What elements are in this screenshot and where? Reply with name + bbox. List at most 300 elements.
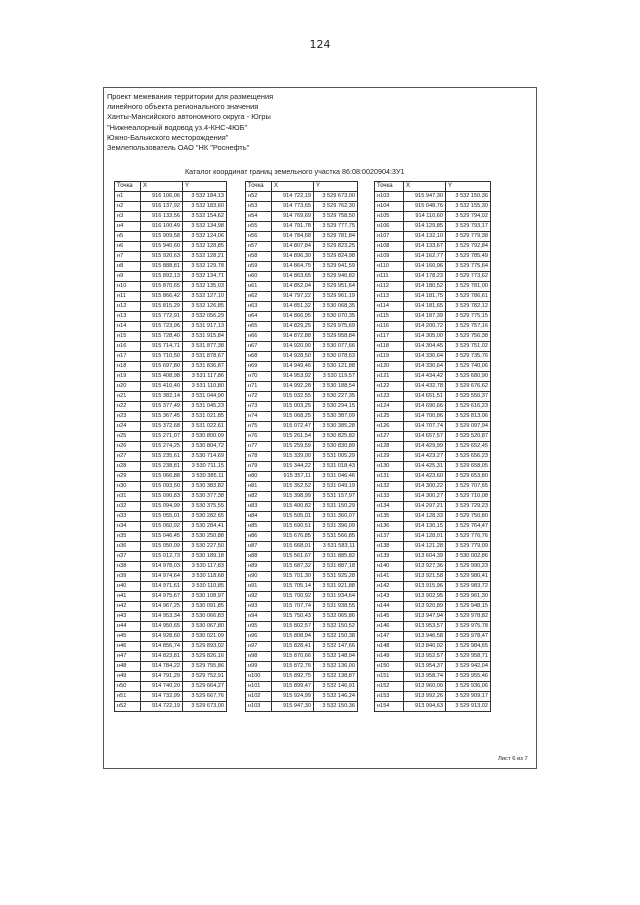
y-coordinate-cell: 3 529 978,82: [446, 612, 491, 622]
point-id-cell: н30: [115, 482, 141, 492]
x-coordinate-cell: 914 162,77: [404, 252, 446, 262]
y-coordinate-cell: 3 531 915,84: [183, 332, 227, 342]
y-coordinate-cell: 3 529 652,45: [446, 442, 491, 452]
point-id-cell: н101: [246, 682, 272, 692]
x-coordinate-cell: 914 300,27: [404, 492, 446, 502]
point-id-cell: н103: [375, 192, 404, 202]
point-id-cell: н92: [246, 592, 272, 602]
x-coordinate-cell: 914 200,72: [404, 322, 446, 332]
point-id-cell: н70: [246, 372, 272, 382]
point-id-cell: н145: [375, 612, 404, 622]
x-coordinate-cell: 913 902,95: [404, 592, 446, 602]
page-number: 124: [309, 38, 331, 51]
y-coordinate-cell: 3 531 049,19: [314, 482, 358, 492]
table-row: [115, 462, 227, 472]
point-id-cell: н82: [246, 492, 272, 502]
y-coordinate-cell: 3 531 877,38: [183, 342, 227, 352]
x-coordinate-cell: 914 429,99: [404, 442, 446, 452]
table-row: [375, 482, 491, 492]
y-coordinate-cell: 3 530 250,88: [183, 532, 227, 542]
y-coordinate-cell: 3 532 150,36: [314, 702, 358, 712]
point-id-cell: н137: [375, 532, 404, 542]
point-id-cell: н108: [375, 242, 404, 252]
table-row: [375, 242, 491, 252]
y-coordinate-cell: 3 529 779,09: [446, 542, 491, 552]
y-coordinate-cell: 3 530 385,11: [183, 472, 227, 482]
point-id-cell: н100: [246, 672, 272, 682]
y-coordinate-cell: 3 529 673,00: [314, 192, 358, 202]
table-row: [375, 352, 491, 362]
point-id-cell: н118: [375, 342, 404, 352]
x-coordinate-cell: 914 769,69: [272, 212, 314, 222]
y-coordinate-cell: 3 531 921,88: [314, 582, 358, 592]
x-coordinate-cell: 914 690,66: [404, 402, 446, 412]
x-coordinate-cell: 914 300,22: [404, 482, 446, 492]
y-coordinate-cell: 3 532 183,60: [183, 202, 227, 212]
point-id-cell: н142: [375, 582, 404, 592]
y-coordinate-cell: 3 530 714,69: [183, 452, 227, 462]
table-row: [246, 662, 358, 672]
y-coordinate-cell: 3 529 755,86: [183, 662, 227, 672]
y-coordinate-cell: 3 529 775,15: [446, 312, 491, 322]
point-id-cell: н13: [115, 312, 141, 322]
y-coordinate-cell: 3 529 980,41: [446, 572, 491, 582]
coordinates-table-2: [245, 181, 358, 712]
table-row: [246, 702, 358, 712]
point-id-cell: н148: [375, 642, 404, 652]
y-coordinate-cell: 3 530 385,28: [314, 422, 358, 432]
table-row: [246, 332, 358, 342]
x-coordinate-cell: 914 967,25: [141, 602, 183, 612]
y-coordinate-cell: 3 530 711,15: [183, 462, 227, 472]
table-row: [375, 312, 491, 322]
x-coordinate-cell: 915 090,83: [141, 492, 183, 502]
table-row: [375, 452, 491, 462]
table-row: [246, 672, 358, 682]
header-line: Проект межевания территории для размещения: [107, 92, 274, 101]
table-row: [375, 622, 491, 632]
y-coordinate-cell: 3 529 656,23: [446, 452, 491, 462]
point-id-cell: н6: [115, 242, 141, 252]
point-id-cell: н132: [375, 482, 404, 492]
x-coordinate-cell: 914 425,31: [404, 462, 446, 472]
table-row: [375, 542, 491, 552]
x-coordinate-cell: 915 050,09: [141, 542, 183, 552]
table-row: [246, 522, 358, 532]
x-coordinate-cell: 915 750,43: [272, 612, 314, 622]
table-row: [375, 702, 491, 712]
x-coordinate-cell: 914 121,28: [404, 542, 446, 552]
y-coordinate-cell: 3 530 800,09: [183, 432, 227, 442]
point-id-cell: н21: [115, 392, 141, 402]
table-row: [115, 212, 227, 222]
y-coordinate-cell: 3 529 794,02: [446, 212, 491, 222]
x-coordinate-cell: 913 994,63: [404, 702, 446, 712]
table-row: [115, 532, 227, 542]
table-row: [375, 642, 491, 652]
table-row: [375, 422, 491, 432]
x-coordinate-cell: 915 410,40: [141, 382, 183, 392]
point-id-cell: н47: [115, 652, 141, 662]
y-coordinate-cell: 3 531 887,18: [314, 562, 358, 572]
x-coordinate-cell: 915 701,30: [272, 572, 314, 582]
table-row: [246, 452, 358, 462]
table-row: [115, 622, 227, 632]
y-coordinate-cell: 3 529 773,62: [446, 272, 491, 282]
point-id-cell: н86: [246, 532, 272, 542]
table-row: [246, 552, 358, 562]
y-coordinate-cell: 3 532 135,03: [183, 282, 227, 292]
x-coordinate-cell: 913 840,92: [404, 642, 446, 652]
x-coordinate-cell: 914 180,52: [404, 282, 446, 292]
y-coordinate-cell: 3 529 676,62: [446, 382, 491, 392]
table-row: [375, 262, 491, 272]
y-coordinate-cell: 3 529 673,00: [183, 702, 227, 712]
table-row: [246, 442, 358, 452]
point-id-cell: н77: [246, 442, 272, 452]
point-id-cell: н143: [375, 592, 404, 602]
point-id-cell: н48: [115, 662, 141, 672]
point-id-cell: н136: [375, 522, 404, 532]
y-coordinate-cell: 3 531 925,28: [314, 572, 358, 582]
table-row: [246, 532, 358, 542]
x-coordinate-cell: 915 344,22: [272, 462, 314, 472]
point-id-cell: н79: [246, 462, 272, 472]
point-id-cell: н20: [115, 382, 141, 392]
y-coordinate-cell: 3 529 941,59: [314, 262, 358, 272]
table-row: [115, 352, 227, 362]
point-id-cell: н68: [246, 352, 272, 362]
x-coordinate-cell: 913 920,89: [404, 602, 446, 612]
y-coordinate-cell: 3 531 934,64: [314, 592, 358, 602]
y-coordinate-cell: 3 532 127,10: [183, 292, 227, 302]
y-coordinate-cell: 3 529 978,47: [446, 632, 491, 642]
y-coordinate-cell: 3 529 958,71: [446, 652, 491, 662]
point-id-cell: н56: [246, 232, 272, 242]
table-row: [246, 382, 358, 392]
x-coordinate-cell: 914 807,84: [272, 242, 314, 252]
point-id-cell: н139: [375, 552, 404, 562]
point-id-cell: н151: [375, 672, 404, 682]
point-id-cell: н3: [115, 212, 141, 222]
table-row: [375, 322, 491, 332]
y-coordinate-cell: 3 529 955,46: [446, 672, 491, 682]
table-row: [115, 542, 227, 552]
table-row: [115, 442, 227, 452]
y-coordinate-cell: 3 531 150,29: [314, 502, 358, 512]
table-row: [246, 392, 358, 402]
table-row: [115, 382, 227, 392]
x-coordinate-cell: 915 866,42: [141, 292, 183, 302]
x-coordinate-cell: 915 372,68: [141, 422, 183, 432]
y-coordinate-cell: 3 529 961,30: [446, 592, 491, 602]
y-coordinate-cell: 3 530 804,72: [183, 442, 227, 452]
x-coordinate-cell: 914 863,65: [272, 272, 314, 282]
x-coordinate-cell: 915 697,80: [141, 362, 183, 372]
table-row: [375, 652, 491, 662]
x-coordinate-cell: 914 928,50: [272, 352, 314, 362]
x-coordinate-cell: 915 892,75: [272, 672, 314, 682]
coordinates-table-3: [374, 181, 491, 712]
point-id-cell: н24: [115, 422, 141, 432]
table-row: [375, 562, 491, 572]
y-coordinate-cell: 3 529 658,05: [446, 462, 491, 472]
x-coordinate-cell: 915 032,55: [272, 392, 314, 402]
table-row: [375, 682, 491, 692]
x-coordinate-cell: 914 423,60: [404, 472, 446, 482]
y-coordinate-cell: 3 529 740,06: [446, 362, 491, 372]
x-coordinate-cell: 915 947,30: [272, 702, 314, 712]
point-id-cell: н141: [375, 572, 404, 582]
point-id-cell: н69: [246, 362, 272, 372]
point-id-cell: н44: [115, 622, 141, 632]
y-coordinate-cell: 3 529 975,78: [446, 622, 491, 632]
point-id-cell: н138: [375, 542, 404, 552]
point-id-cell: н58: [246, 252, 272, 262]
point-id-cell: н51: [115, 692, 141, 702]
point-id-cell: н153: [375, 692, 404, 702]
table-row: [375, 462, 491, 472]
y-coordinate-cell: 3 529 751,02: [446, 342, 491, 352]
x-coordinate-cell: 914 950,65: [141, 622, 183, 632]
y-coordinate-cell: 3 529 758,50: [314, 212, 358, 222]
y-coordinate-cell: 3 531 046,46: [314, 472, 358, 482]
table-row: [375, 332, 491, 342]
y-coordinate-cell: 3 531 005,29: [314, 452, 358, 462]
x-coordinate-cell: 915 377,49: [141, 402, 183, 412]
table-row: [246, 682, 358, 692]
y-coordinate-cell: 3 532 134,71: [183, 272, 227, 282]
table-row: [246, 342, 358, 352]
table-row: [246, 642, 358, 652]
x-coordinate-cell: 913 952,57: [404, 652, 446, 662]
table-row: [115, 702, 227, 712]
point-id-cell: н109: [375, 252, 404, 262]
point-id-cell: н129: [375, 452, 404, 462]
table-row: [115, 192, 227, 202]
x-coordinate-cell: 913 954,37: [404, 662, 446, 672]
point-id-cell: н46: [115, 642, 141, 652]
x-coordinate-cell: 915 382,14: [141, 392, 183, 402]
x-coordinate-cell: 914 160,96: [404, 262, 446, 272]
x-coordinate-cell: 914 920,90: [272, 342, 314, 352]
x-coordinate-cell: 914 423,27: [404, 452, 446, 462]
x-coordinate-cell: 914 130,15: [404, 522, 446, 532]
y-coordinate-cell: 3 529 958,84: [314, 332, 358, 342]
x-coordinate-cell: 915 274,25: [141, 442, 183, 452]
x-coordinate-cell: 914 110,60: [404, 212, 446, 222]
point-id-cell: н72: [246, 392, 272, 402]
y-coordinate-cell: 3 529 616,23: [446, 402, 491, 412]
x-coordinate-cell: 915 710,50: [141, 352, 183, 362]
point-id-cell: н67: [246, 342, 272, 352]
point-id-cell: н60: [246, 272, 272, 282]
point-id-cell: н149: [375, 652, 404, 662]
table-row: [375, 382, 491, 392]
column-header-point: Точка: [246, 182, 272, 192]
y-coordinate-cell: 3 530 108,97: [183, 592, 227, 602]
x-coordinate-cell: 914 784,22: [141, 662, 183, 672]
x-coordinate-cell: 914 181,65: [404, 302, 446, 312]
point-id-cell: н105: [375, 212, 404, 222]
table-row: [375, 222, 491, 232]
x-coordinate-cell: 914 829,25: [272, 322, 314, 332]
y-coordinate-cell: 3 530 117,83: [183, 562, 227, 572]
x-coordinate-cell: 915 870,66: [272, 652, 314, 662]
column-header-x: X: [141, 182, 183, 192]
x-coordinate-cell: 915 728,40: [141, 332, 183, 342]
x-coordinate-cell: 914 178,23: [404, 272, 446, 282]
table-row: [115, 342, 227, 352]
y-coordinate-cell: 3 529 948,15: [446, 602, 491, 612]
y-coordinate-cell: 3 529 775,64: [446, 262, 491, 272]
table-row: [246, 632, 358, 642]
x-coordinate-cell: 914 784,68: [272, 232, 314, 242]
table-row: [246, 592, 358, 602]
coordinates-table-1: [114, 181, 227, 712]
point-id-cell: н18: [115, 362, 141, 372]
table-row: [375, 432, 491, 442]
y-coordinate-cell: 3 529 793,17: [446, 222, 491, 232]
table-row: [246, 512, 358, 522]
x-coordinate-cell: 915 093,50: [141, 482, 183, 492]
table-row: [246, 502, 358, 512]
table-row: [115, 612, 227, 622]
x-coordinate-cell: 914 953,92: [272, 372, 314, 382]
point-id-cell: н140: [375, 562, 404, 572]
table-row: [375, 672, 491, 682]
y-coordinate-cell: 3 529 961,19: [314, 292, 358, 302]
y-coordinate-cell: 3 529 942,04: [446, 662, 491, 672]
y-coordinate-cell: 3 529 664,27: [183, 682, 227, 692]
x-coordinate-cell: 915 668,01: [272, 542, 314, 552]
y-coordinate-cell: 3 530 383,82: [183, 482, 227, 492]
y-coordinate-cell: 3 529 823,25: [314, 242, 358, 252]
table-row: [246, 472, 358, 482]
y-coordinate-cell: 3 529 936,06: [446, 682, 491, 692]
table-row: [375, 272, 491, 282]
table-row: [375, 552, 491, 562]
table-row: [115, 242, 227, 252]
point-id-cell: н64: [246, 312, 272, 322]
x-coordinate-cell: 914 133,67: [404, 242, 446, 252]
y-coordinate-cell: 3 529 781,00: [446, 282, 491, 292]
point-id-cell: н32: [115, 502, 141, 512]
point-id-cell: н17: [115, 352, 141, 362]
y-coordinate-cell: 3 530 091,85: [183, 602, 227, 612]
point-id-cell: н61: [246, 282, 272, 292]
x-coordinate-cell: 914 773,65: [272, 202, 314, 212]
point-id-cell: н2: [115, 202, 141, 212]
x-coordinate-cell: 915 808,94: [272, 632, 314, 642]
point-id-cell: н107: [375, 232, 404, 242]
x-coordinate-cell: 915 357,11: [272, 472, 314, 482]
x-coordinate-cell: 915 505,01: [272, 512, 314, 522]
y-coordinate-cell: 3 530 188,54: [314, 382, 358, 392]
x-coordinate-cell: 913 915,96: [404, 582, 446, 592]
table-row: [115, 502, 227, 512]
x-coordinate-cell: 914 304,45: [404, 342, 446, 352]
point-id-cell: н78: [246, 452, 272, 462]
x-coordinate-cell: 915 872,76: [272, 662, 314, 672]
x-coordinate-cell: 915 802,57: [272, 622, 314, 632]
y-coordinate-cell: 3 531 885,82: [314, 552, 358, 562]
point-id-cell: н146: [375, 622, 404, 632]
table-row: [246, 602, 358, 612]
table-row: [375, 612, 491, 622]
point-id-cell: н110: [375, 262, 404, 272]
x-coordinate-cell: 914 128,01: [404, 532, 446, 542]
y-coordinate-cell: 3 529 667,76: [183, 692, 227, 702]
x-coordinate-cell: 915 068,25: [272, 412, 314, 422]
point-id-cell: н114: [375, 302, 404, 312]
y-coordinate-cell: 3 529 756,38: [446, 332, 491, 342]
y-coordinate-cell: 3 529 983,72: [446, 582, 491, 592]
y-coordinate-cell: 3 532 146,91: [314, 682, 358, 692]
point-id-cell: н125: [375, 412, 404, 422]
point-id-cell: н63: [246, 302, 272, 312]
x-coordinate-cell: 915 723,96: [141, 322, 183, 332]
table-row: [375, 532, 491, 542]
y-coordinate-cell: 3 531 878,67: [183, 352, 227, 362]
x-coordinate-cell: 914 722,19: [141, 702, 183, 712]
x-coordinate-cell: 913 953,57: [404, 622, 446, 632]
point-id-cell: н130: [375, 462, 404, 472]
table-row: [246, 352, 358, 362]
x-coordinate-cell: 914 928,60: [141, 632, 183, 642]
y-coordinate-cell: 3 529 777,75: [314, 222, 358, 232]
table-row: [246, 212, 358, 222]
y-coordinate-cell: 3 530 227,50: [183, 542, 227, 552]
point-id-cell: н102: [246, 692, 272, 702]
table-row: [115, 202, 227, 212]
y-coordinate-cell: 3 529 990,23: [446, 562, 491, 572]
table-row: [375, 362, 491, 372]
x-coordinate-cell: 914 181,75: [404, 292, 446, 302]
x-coordinate-cell: 915 714,71: [141, 342, 183, 352]
y-coordinate-cell: 3 530 002,86: [446, 552, 491, 562]
point-id-cell: н103: [246, 702, 272, 712]
table-row: [246, 372, 358, 382]
y-coordinate-cell: 3 529 975,69: [314, 322, 358, 332]
table-row: [115, 282, 227, 292]
y-coordinate-cell: 3 532 136,00: [314, 662, 358, 672]
table-row: [246, 302, 358, 312]
y-coordinate-cell: 3 529 813,06: [446, 412, 491, 422]
y-coordinate-cell: 3 530 227,35: [314, 392, 358, 402]
y-coordinate-cell: 3 529 781,84: [314, 232, 358, 242]
y-coordinate-cell: 3 531 022,61: [183, 422, 227, 432]
x-coordinate-cell: 913 947,94: [404, 612, 446, 622]
point-id-cell: н111: [375, 272, 404, 282]
x-coordinate-cell: 915 261,54: [272, 432, 314, 442]
x-coordinate-cell: 914 896,30: [272, 252, 314, 262]
table-row: [246, 222, 358, 232]
table-header-row: [375, 182, 491, 192]
y-coordinate-cell: 3 529 752,91: [183, 672, 227, 682]
table-row: [115, 452, 227, 462]
y-coordinate-cell: 3 529 951,64: [314, 282, 358, 292]
x-coordinate-cell: 914 330,64: [404, 362, 446, 372]
x-coordinate-cell: 915 066,88: [141, 472, 183, 482]
x-coordinate-cell: 914 791,29: [141, 672, 183, 682]
x-coordinate-cell: 915 707,74: [272, 602, 314, 612]
point-id-cell: н117: [375, 332, 404, 342]
y-coordinate-cell: 3 531 045,23: [183, 402, 227, 412]
table-row: [246, 312, 358, 322]
column-header-y: Y: [183, 182, 227, 192]
table-row: [115, 552, 227, 562]
